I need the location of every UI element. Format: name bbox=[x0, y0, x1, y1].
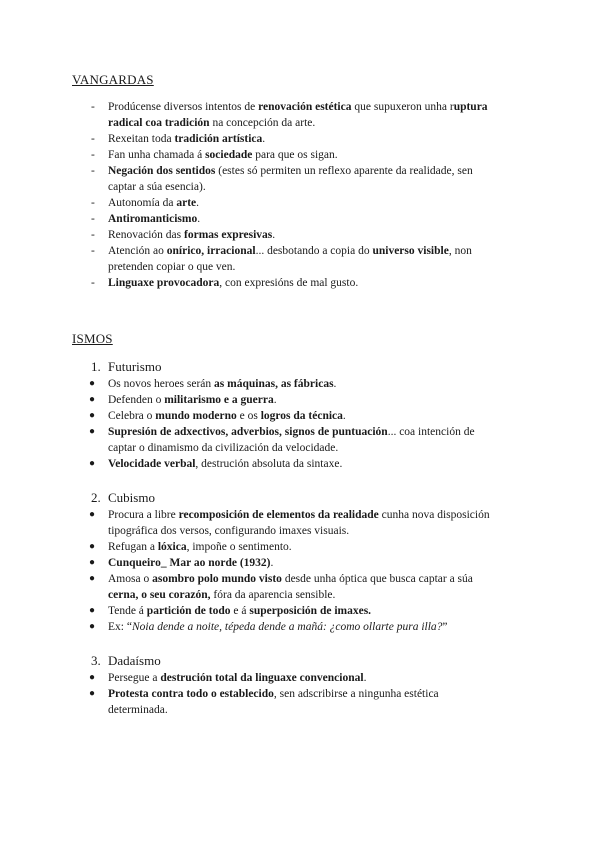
dash-marker: - bbox=[91, 101, 95, 113]
dash-marker: - bbox=[91, 245, 95, 257]
list-item: Fan unha chamada á sociedade para que os sigan. bbox=[108, 149, 338, 161]
list-item-continuation: tipográfica dos versos, configurando imaxes visuais. bbox=[108, 525, 350, 537]
list-item-continuation: captar o dinamismo da civilización da velocidade. bbox=[108, 442, 339, 454]
list-item: Ex: “Noia dende a noite, tépeda dende a mañá: ¿como ollarte pura illa?” bbox=[108, 621, 448, 633]
list-item-continuation: pretenden copiar o que ven. bbox=[108, 261, 236, 273]
dash-marker: - bbox=[91, 165, 95, 177]
bullet-marker: ● bbox=[89, 509, 96, 520]
bullet-marker: ● bbox=[89, 426, 96, 437]
dash-marker: - bbox=[91, 213, 95, 225]
section-title: Dadaísmo bbox=[108, 653, 161, 668]
list-item: Supresión de adxectivos, adverbios, signos de puntuación... coa intención de bbox=[108, 426, 475, 438]
list-item: Velocidade verbal, destrución absoluta da sintaxe. bbox=[108, 458, 343, 470]
list-item: Autonomía da arte. bbox=[108, 197, 200, 209]
section-title: Futurismo bbox=[108, 359, 162, 374]
list-item: Cunqueiro_ Mar ao norde (1932). bbox=[108, 557, 274, 569]
bullet-marker: ● bbox=[89, 688, 96, 699]
dash-marker: - bbox=[91, 197, 95, 209]
list-item: Negación dos sentidos (estes só permiten un reflexo aparente da realidade, sen bbox=[108, 165, 473, 177]
list-item: Tende á partición de todo e á superposición de imaxes. bbox=[108, 605, 372, 617]
list-item: Refugan a lóxica, impoñe o sentimento. bbox=[108, 541, 292, 553]
bullet-marker: ● bbox=[89, 378, 96, 389]
list-item: Celebra o mundo moderno e os logros da técnica. bbox=[108, 410, 346, 422]
bullet-marker: ● bbox=[89, 621, 96, 632]
bullet-marker: ● bbox=[89, 541, 96, 552]
list-item-continuation: determinada. bbox=[108, 704, 168, 716]
section-number: 3. bbox=[91, 653, 101, 668]
list-item: Prodúcense diversos intentos de renovación estética que supuxeron unha ruptura bbox=[108, 101, 488, 113]
dash-marker: - bbox=[91, 229, 95, 241]
heading-ismos: ISMOS bbox=[72, 331, 113, 346]
bullet-marker: ● bbox=[89, 605, 96, 616]
list-item: Defenden o militarismo e a guerra. bbox=[108, 394, 277, 406]
dash-marker: - bbox=[91, 277, 95, 289]
list-item: Linguaxe provocadora, con expresións de mal gusto. bbox=[108, 277, 359, 289]
bullet-marker: ● bbox=[89, 557, 96, 568]
list-item: Procura a libre recomposición de elementos da realidade cunha nova disposición bbox=[108, 509, 490, 521]
list-item: Rexeitan toda tradición artística. bbox=[108, 133, 266, 145]
list-item: Amosa o asombro polo mundo visto desde unha óptica que busca captar a súa bbox=[108, 573, 473, 585]
list-item: Os novos heroes serán as máquinas, as fábricas. bbox=[108, 378, 337, 390]
list-item-continuation: cerna, o seu corazón, fóra da aparencia sensible. bbox=[108, 589, 336, 601]
list-item-continuation: captar a súa esencia). bbox=[108, 181, 206, 193]
section-number: 2. bbox=[91, 490, 101, 505]
section-title: Cubismo bbox=[108, 490, 155, 505]
dash-marker: - bbox=[91, 133, 95, 145]
bullet-marker: ● bbox=[89, 410, 96, 421]
list-item: Protesta contra todo o establecido, sen adscribirse a ningunha estética bbox=[108, 688, 439, 700]
dash-marker: - bbox=[91, 149, 95, 161]
bullet-marker: ● bbox=[89, 573, 96, 584]
heading-vangardas: VANGARDAS bbox=[72, 72, 154, 87]
bullet-marker: ● bbox=[89, 458, 96, 469]
section-number: 1. bbox=[91, 359, 101, 374]
list-item-continuation: radical coa tradición na concepción da arte. bbox=[108, 117, 316, 129]
bullet-marker: ● bbox=[89, 672, 96, 683]
list-item: Persegue a destrución total da linguaxe convencional. bbox=[108, 672, 367, 684]
list-item: Renovación das formas expresivas. bbox=[108, 229, 276, 241]
list-item: Antiromanticismo. bbox=[108, 213, 201, 225]
bullet-marker: ● bbox=[89, 394, 96, 405]
list-item: Atención ao onírico, irracional... desbotando a copia do universo visible, non bbox=[108, 245, 472, 257]
